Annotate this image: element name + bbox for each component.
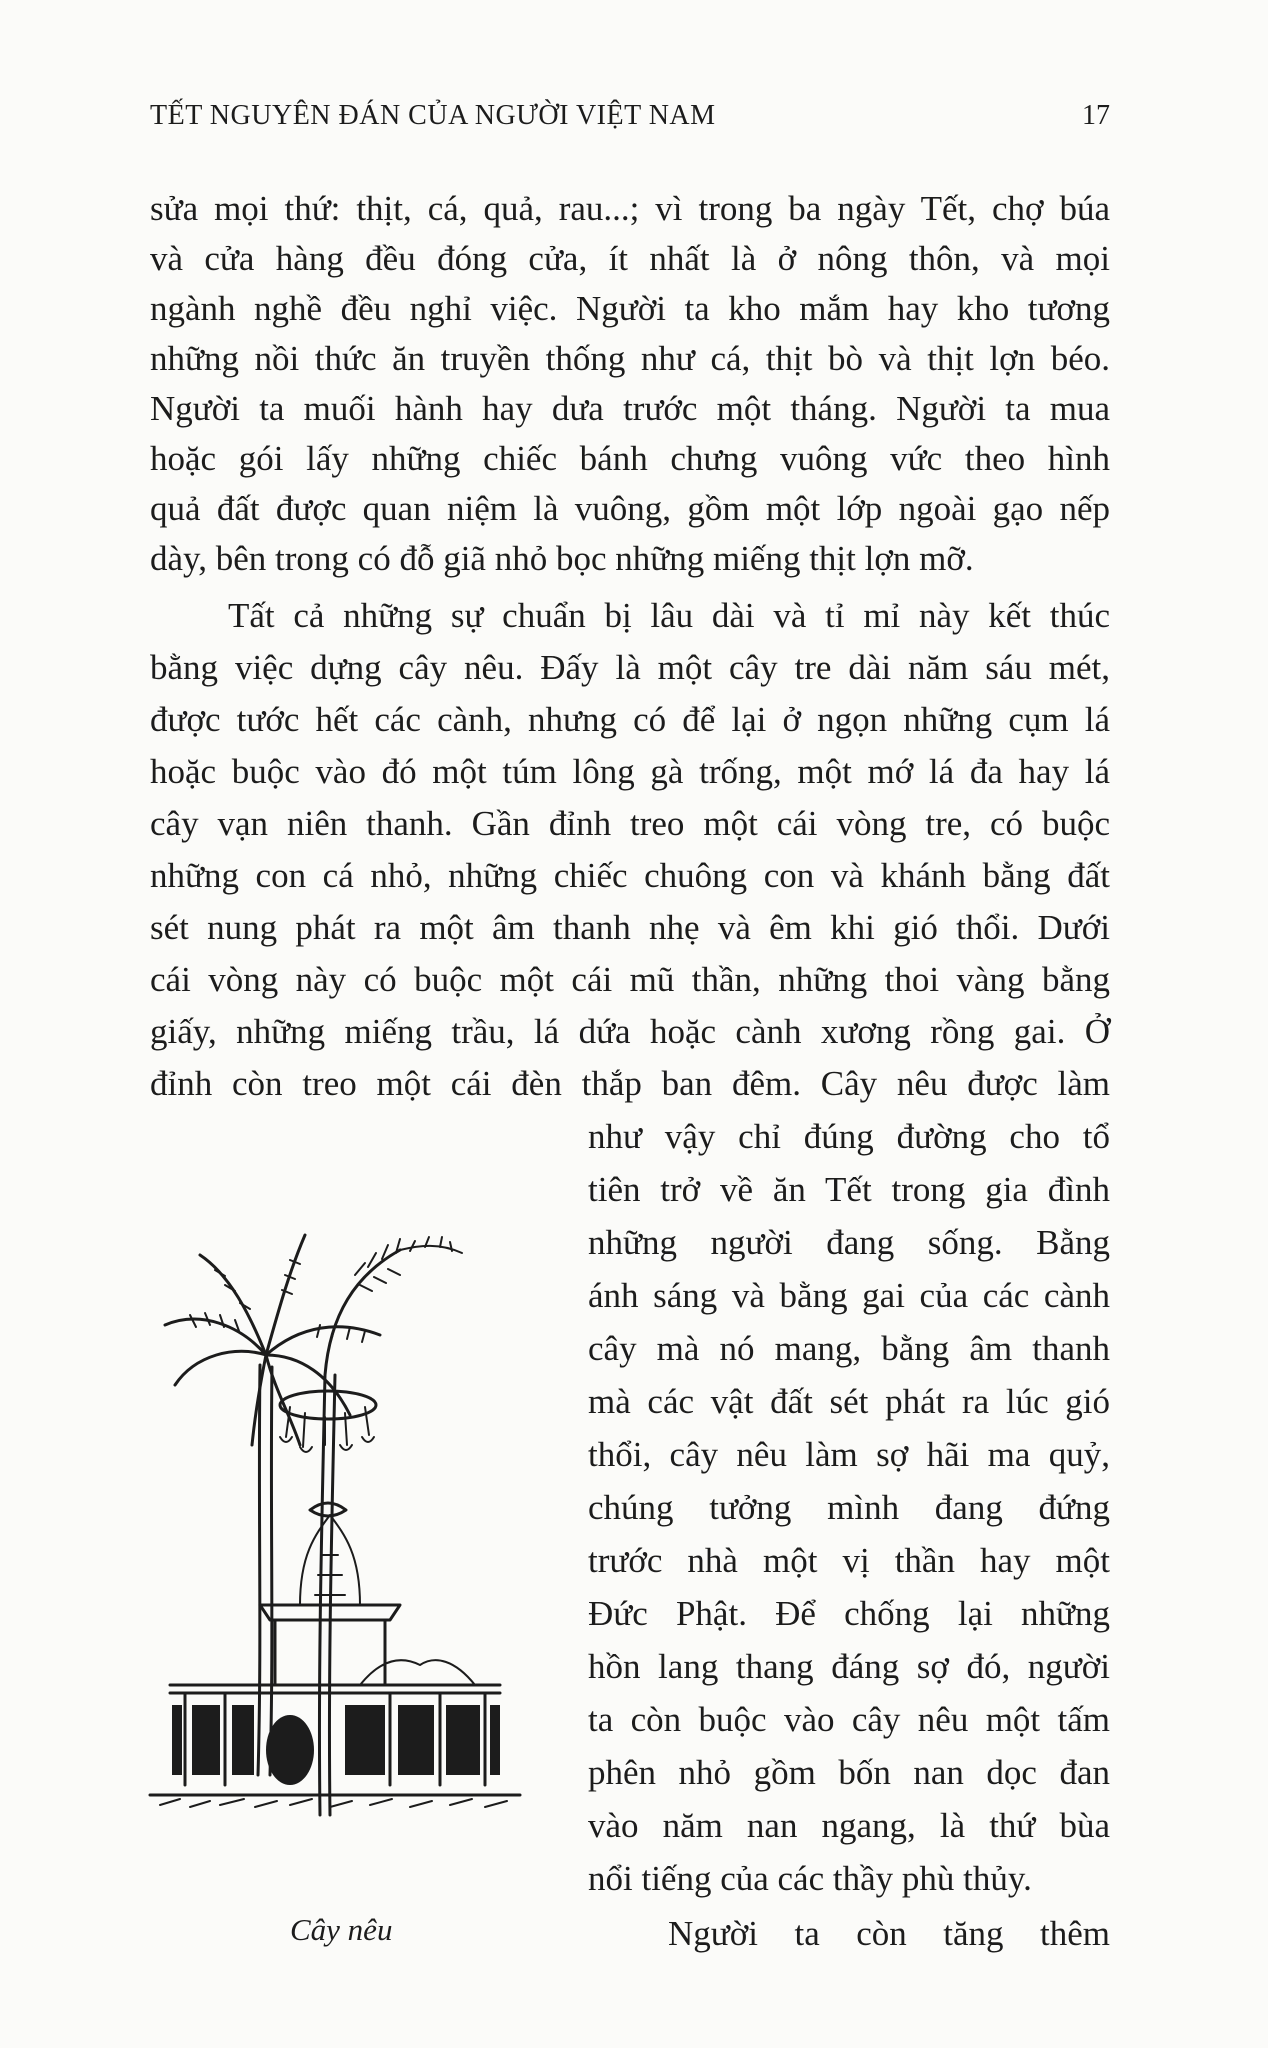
text-line: tiên trở về ăn Tết trong gia đình	[588, 1170, 1110, 1209]
running-title: TẾT NGUYÊN ĐÁN CỦA NGƯỜI VIỆT NAM	[150, 100, 716, 131]
cay-neu-illustration	[140, 1215, 540, 1840]
text-line: Đức Phật. Để chống lại những	[588, 1594, 1110, 1633]
text-line: ngành nghề đều nghỉ việc. Người ta kho mắm hay kho tương	[150, 289, 1110, 328]
text-line: những người đang sống. Bằng	[588, 1223, 1110, 1262]
text-line: hoặc gói lấy những chiếc bánh chưng vuông vức theo hình	[150, 439, 1110, 478]
text-line: sét nung phát ra một âm thanh nhẹ và êm khi gió thổi. Dưới	[150, 908, 1110, 947]
text-line: bằng việc dựng cây nêu. Đấy là một cây tre dài năm sáu mét,	[150, 648, 1110, 687]
text-line: ánh sáng và bằng gai của các cành	[588, 1276, 1110, 1315]
page-number: 17	[1082, 100, 1110, 131]
text-line: Người ta còn tăng thêm	[668, 1914, 1110, 1953]
running-header	[150, 100, 1110, 140]
text-line: giấy, những miếng trầu, lá dứa hoặc cành xương rồng gai. Ở	[150, 1012, 1110, 1051]
text-line: phên nhỏ gồm bốn nan dọc đan	[588, 1753, 1110, 1792]
text-line: như vậy chỉ đúng đường cho tổ	[588, 1117, 1110, 1156]
text-line: cây mà nó mang, bằng âm thanh	[588, 1329, 1110, 1368]
text-line: nổi tiếng của các thầy phù thủy.	[588, 1859, 1032, 1898]
text-line: Người ta muối hành hay dưa trước một tháng. Người ta mua	[150, 389, 1110, 428]
text-line: hồn lang thang đáng sợ đó, người	[588, 1647, 1110, 1686]
figure-caption: Cây nêu	[290, 1912, 393, 1947]
text-line: và cửa hàng đều đóng cửa, ít nhất là ở nông thôn, và mọi	[150, 239, 1110, 278]
text-line: trước nhà một vị thần hay một	[588, 1541, 1110, 1580]
text-line: cây vạn niên thanh. Gần đỉnh treo một cái vòng tre, có buộc	[150, 804, 1110, 843]
text-line: những con cá nhỏ, những chiếc chuông con và khánh bằng đất	[150, 856, 1110, 895]
text-line: được tước hết các cành, nhưng có để lại ở ngọn những cụm lá	[150, 700, 1110, 739]
text-line: sửa mọi thứ: thịt, cá, quả, rau...; vì trong ba ngày Tết, chợ búa	[150, 189, 1110, 228]
text-line: mà các vật đất sét phát ra lúc gió	[588, 1382, 1110, 1421]
text-line: quả đất được quan niệm là vuông, gồm một lớp ngoài gạo nếp	[150, 489, 1110, 528]
text-line: dày, bên trong có đỗ giã nhỏ bọc những miếng thịt lợn mỡ.	[150, 539, 974, 578]
text-line: cái vòng này có buộc một cái mũ thần, những thoi vàng bằng	[150, 960, 1110, 999]
text-line: Tất cả những sự chuẩn bị lâu dài và tỉ mỉ này kết thúc	[228, 596, 1110, 635]
text-line: thổi, cây nêu làm sợ hãi ma quỷ,	[588, 1435, 1110, 1474]
text-line: những nồi thức ăn truyền thống như cá, thịt bò và thịt lợn béo.	[150, 339, 1110, 378]
text-line: vào năm nan ngang, là thứ bùa	[588, 1806, 1110, 1845]
text-line: đỉnh còn treo một cái đèn thắp ban đêm. Cây nêu được làm	[150, 1064, 1110, 1103]
text-line: hoặc buộc vào đó một túm lông gà trống, một mớ lá đa hay lá	[150, 752, 1110, 791]
text-line: ta còn buộc vào cây nêu một tấm	[588, 1700, 1110, 1739]
text-line: chúng tưởng mình đang đứng	[588, 1488, 1110, 1527]
